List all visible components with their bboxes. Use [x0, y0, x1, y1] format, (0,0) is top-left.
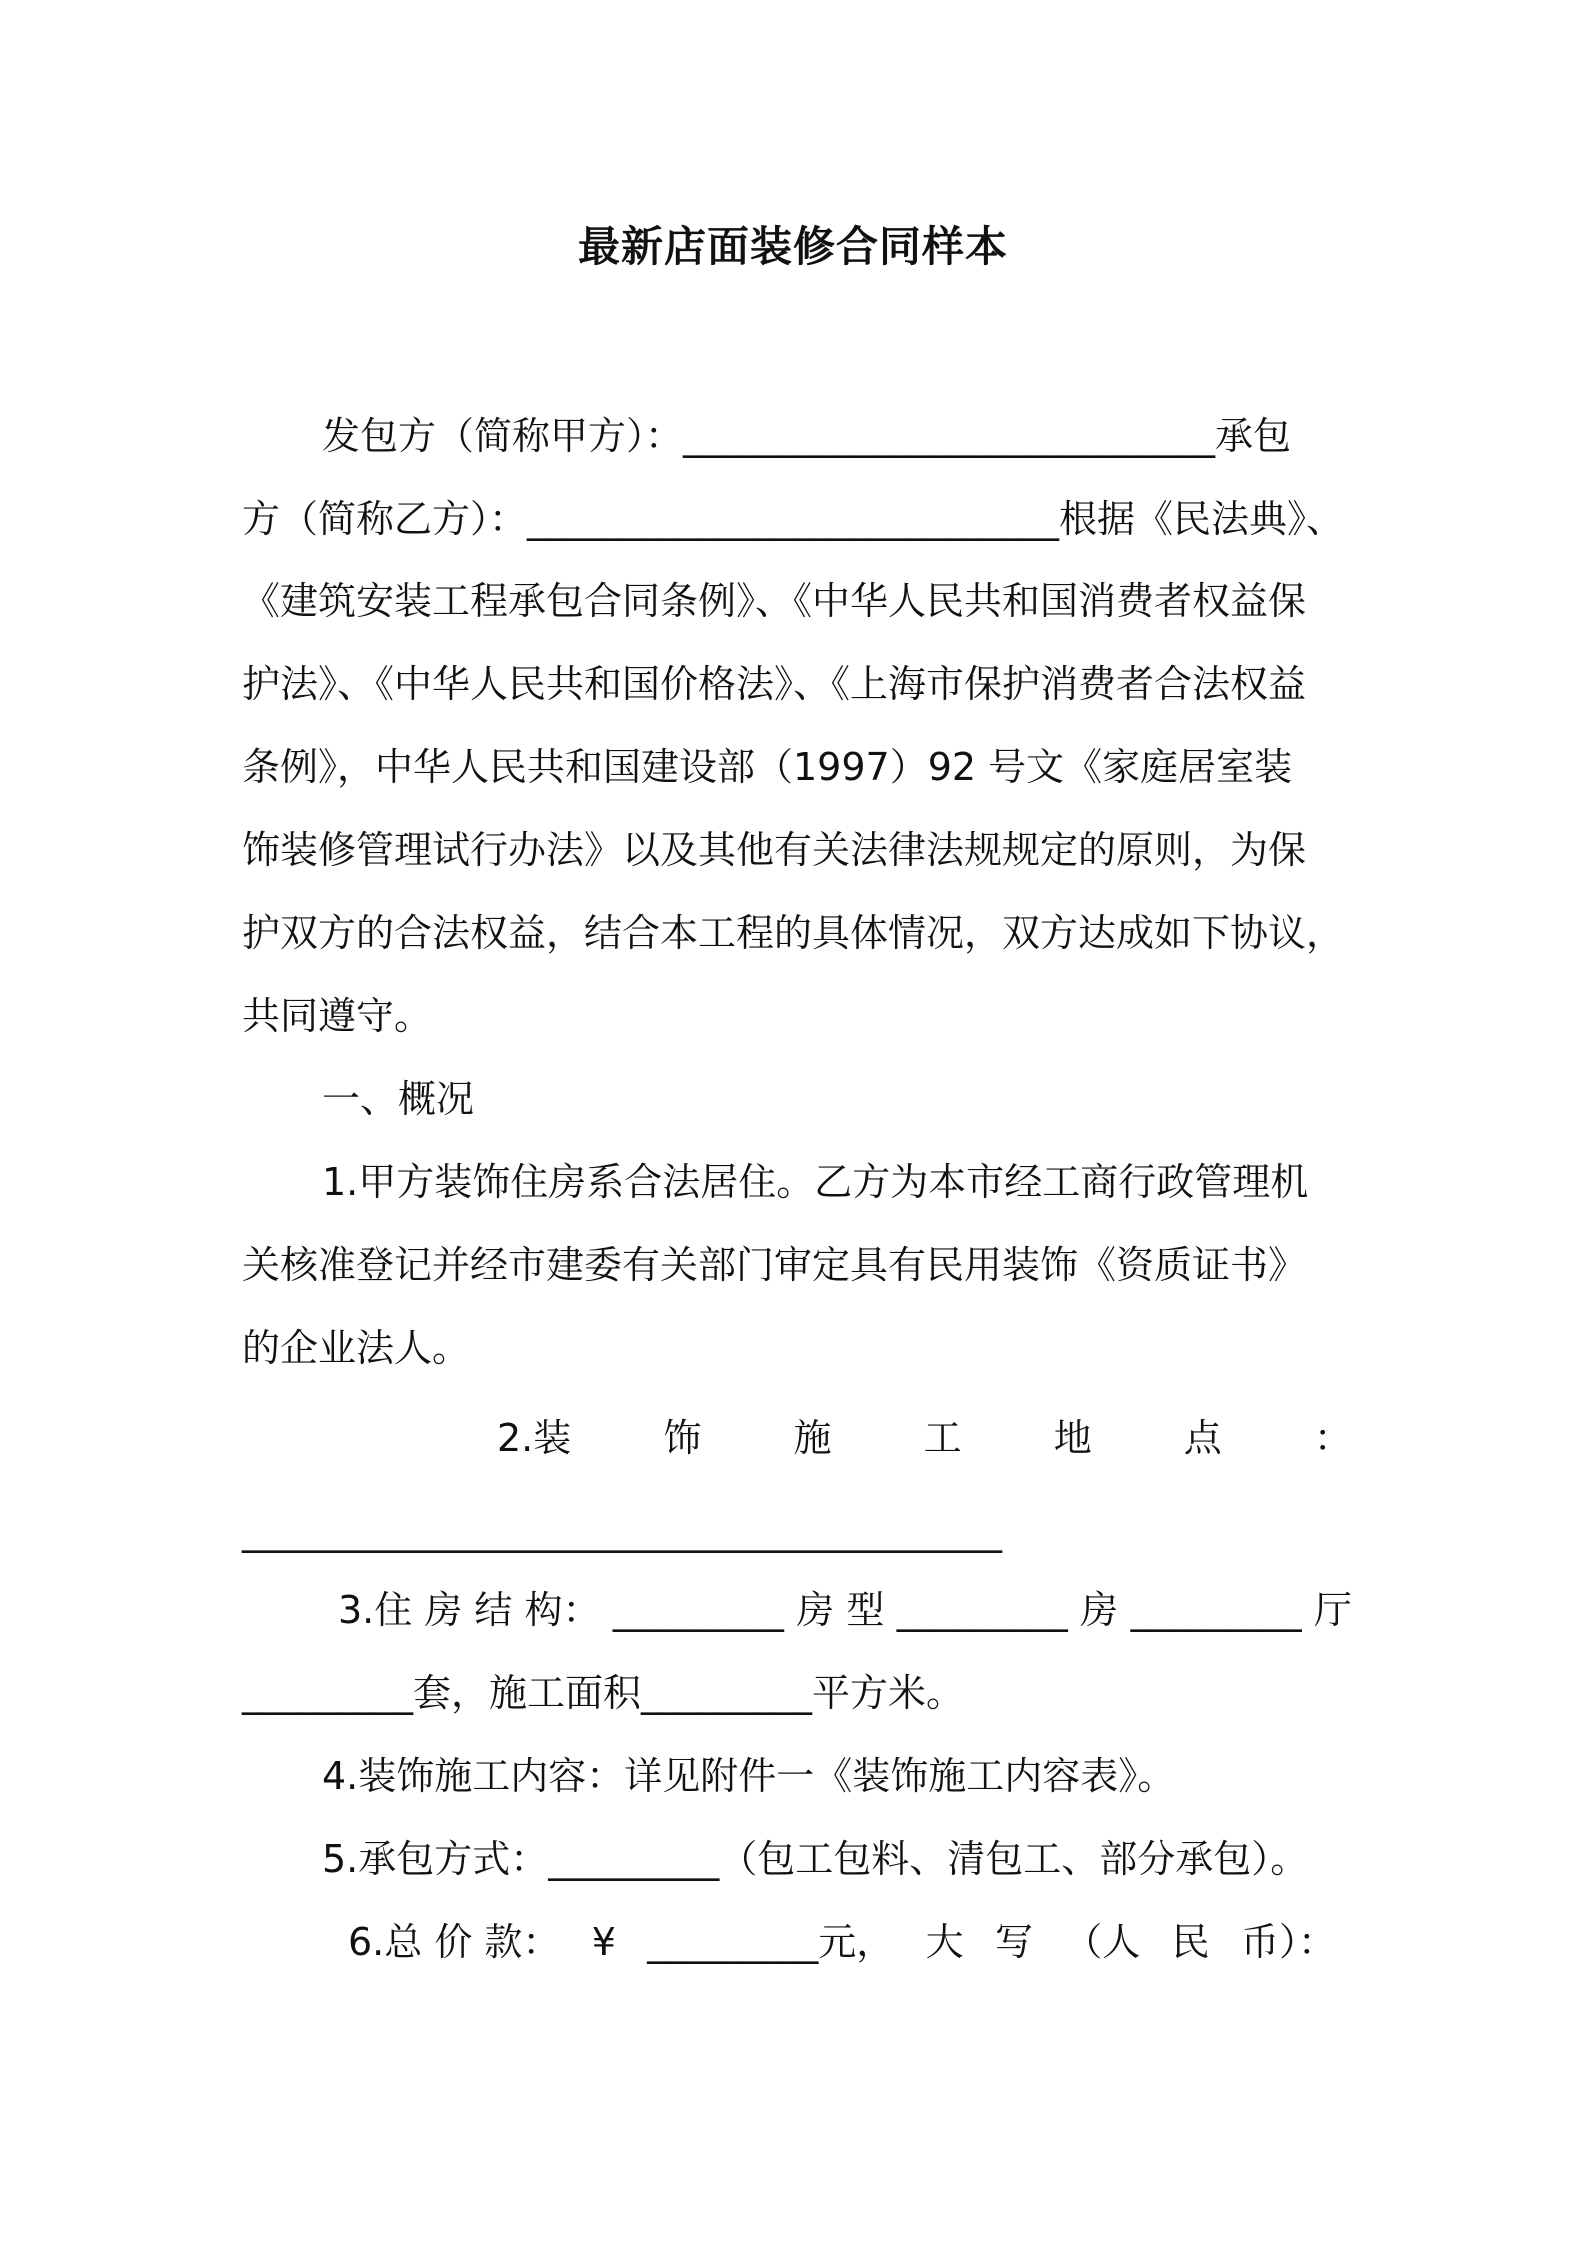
item-1-line-3: 的企业法人。 [242, 1326, 471, 1370]
item-5-line: 5.承包方式：_________（包工包料、清包工、部分承包）。 [322, 1837, 1309, 1881]
preamble-line-5: 条例》，中华人民共和国建设部（1997）92 号文《家庭居室装 [242, 745, 1293, 789]
item-2-char: 工 [923, 1416, 962, 1460]
item-3-part: 房 型 [796, 1588, 885, 1632]
item-6-line [242, 1916, 1352, 1968]
item-6-part: 6.总 价 款： [348, 1920, 561, 1964]
preamble-line-1: 发包方（简称甲方）：____________________________承包 [322, 414, 1292, 458]
item-3-line-2: _________套，施工面积_________平方米。 [242, 1671, 965, 1715]
item-2-char: 施 [793, 1416, 832, 1460]
preamble-line-3: 《建筑安装工程承包合同条例》、《中华人民共和国消费者权益保 [242, 579, 1307, 623]
item-3-line-1 [242, 1584, 1352, 1636]
item-3-part: _________ [896, 1588, 1068, 1632]
section-heading-overview: 一、概况 [322, 1077, 475, 1121]
preamble-line-7: 护双方的合法权益，结合本工程的具体情况，双方达成如下协议， [242, 911, 1345, 955]
preamble-line-8: 共同遵守。 [242, 994, 433, 1038]
item-2-char: ： [1313, 1416, 1352, 1460]
item-3-part: _________ [612, 1588, 784, 1632]
item-6-part: （人 [1064, 1920, 1141, 1964]
item-2-line [242, 1412, 1352, 1464]
item-1-line-2: 关核准登记并经市建委有关部门审定具有民用装饰《资质证书》 [242, 1243, 1307, 1287]
document-title: 最新店面装修合同样本 [577, 222, 1008, 271]
preamble-line-2: 方（简称乙方）：____________________________根据《民法典》、 [242, 497, 1345, 541]
item-6-part: 写 [994, 1920, 1033, 1964]
preamble-line-6: 饰装修管理试行办法》以及其他有关法律法规规定的原则，为保 [242, 828, 1307, 872]
item-2-address-blank: ________________________________________ [242, 1509, 1002, 1553]
item-2-char: 地 [1053, 1416, 1092, 1460]
item-6-part: 民 [1171, 1920, 1210, 1964]
item-6-part: 大 [925, 1920, 964, 1964]
item-3-part: 厅 [1313, 1588, 1352, 1632]
item-3-part: 3.住 房 结 构： [338, 1588, 601, 1632]
item-1-line-1: 1.甲方装饰住房系合法居住。乙方为本市经工商行政管理机 [322, 1160, 1309, 1204]
item-3-part: _________ [1130, 1588, 1302, 1632]
item-4-line: 4.装饰施工内容：详见附件一《装饰施工内容表》。 [322, 1754, 1176, 1798]
preamble-line-4: 护法》、《中华人民共和国价格法》、《上海市保护消费者合法权益 [242, 662, 1307, 706]
item-2-char: 饰 [663, 1416, 702, 1460]
item-6-part: _________元， [647, 1920, 895, 1964]
item-3-part: 房 [1080, 1588, 1119, 1632]
item-6-part: 币）： [1240, 1920, 1336, 1964]
item-2-char: 点 [1183, 1416, 1222, 1460]
item-2-char: 2.装 [497, 1416, 572, 1460]
item-6-part: ¥ [591, 1920, 616, 1964]
